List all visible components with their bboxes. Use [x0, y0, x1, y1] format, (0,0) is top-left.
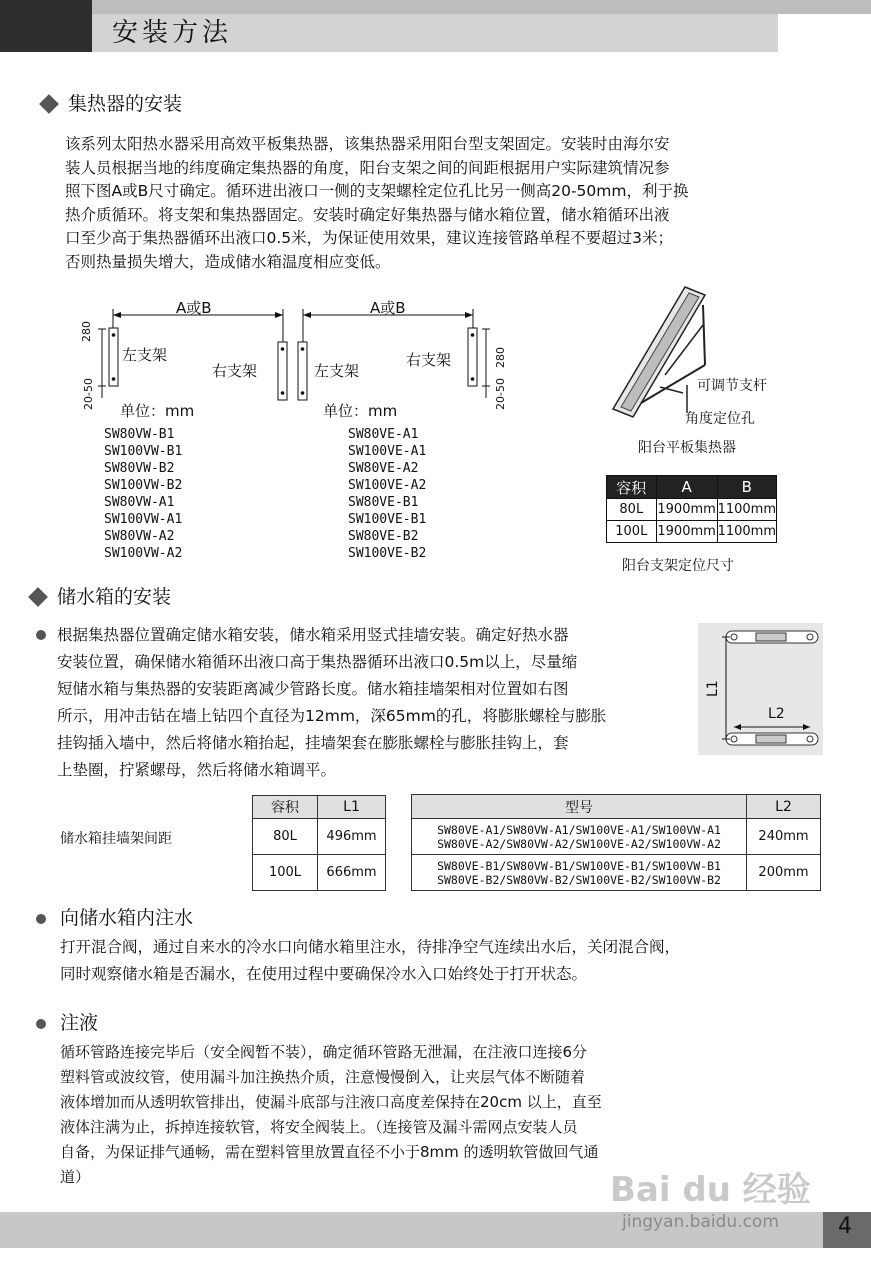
paragraph-line: 同时观察储水箱是否漏水，在使用过程中要确保冷水入口始终处于打开状态。	[60, 965, 588, 983]
table-header: L2	[747, 795, 821, 819]
paragraph-line: 打开混合阀，通过自来水的冷水口向储水箱里注水，待排净空气连续出水后，关闭混合阀，	[60, 938, 681, 956]
paragraph-line: 装人员根据当地的纬度确定集热器的角度，阳台支架之间的间距根据用户实际建筑情况参	[65, 158, 670, 177]
table-cell: 496mm	[318, 819, 386, 855]
table-header: 容积	[253, 796, 318, 819]
paragraph-line: 上垫圈，拧紧螺母，然后将储水箱调平。	[57, 761, 337, 779]
right-bracket-label: 右支架	[406, 351, 452, 369]
model-list-right	[348, 426, 426, 562]
unit-label: 单位：mm	[323, 402, 398, 420]
paragraph-line: 根据集热器位置确定储水箱安装，储水箱采用竖式挂墙安装。确定好热水器	[57, 626, 569, 644]
model-item: SW100VE-B2	[348, 546, 427, 561]
collector-caption: 阳台平板集热器	[638, 440, 736, 456]
paragraph-line: 否则热量损失增大，造成储水箱温度相应变低。	[65, 252, 391, 271]
model-group: SW80VE-B1/SW80VW-B1/SW100VE-B1/SW100VW-B1	[437, 858, 721, 873]
table-cell: 1900mm	[656, 521, 717, 543]
model-item: SW80VE-A1	[348, 427, 419, 442]
paragraph-line: 自备，为保证排气通畅，需在塑料管里放置直径不小于8mm 的透明软管做回气通	[60, 1143, 599, 1161]
diamond-icon	[28, 587, 48, 607]
table-cell: 666mm	[318, 855, 386, 891]
model-item: SW80VW-B1	[104, 427, 175, 442]
dim-offset-label: 20-50	[494, 378, 507, 410]
paragraph-line: 液体增加而从透明软管排出，使漏斗底部与注液口高度差保持在20cm 以上，直至	[60, 1093, 602, 1111]
table-row	[607, 521, 777, 543]
model-item: SW80VE-A2	[348, 461, 419, 476]
table-row	[253, 855, 386, 891]
table-cell: 100L	[607, 521, 657, 543]
bullet-icon	[36, 630, 46, 640]
model-item: SW100VE-A2	[348, 478, 427, 493]
table-cell	[412, 819, 747, 855]
model-item: SW80VW-B2	[104, 461, 175, 476]
table-row	[412, 855, 821, 891]
bullet-icon	[36, 1019, 46, 1029]
paragraph-line: 该系列太阳热水器采用高效平板集热器，该集热器采用阳台型支架固定。安装时由海尔安	[65, 135, 670, 153]
collector-illustration	[605, 285, 715, 425]
paragraph-line: 道）	[60, 1168, 91, 1186]
paragraph-line: 口至少高于集热器循环出液口0.5米，为保证使用效果，建议连接管路单程不要超过3米；	[65, 229, 674, 247]
table-header: A	[656, 476, 717, 499]
table-cell	[412, 855, 747, 891]
model-item: SW100VE-B1	[348, 512, 427, 527]
table-cell: 200mm	[747, 855, 821, 891]
model-l2-table	[411, 794, 821, 891]
section-title-collector: 集热器的安装	[68, 93, 183, 115]
dim-280-label: 280	[494, 347, 507, 368]
page-title: 安装方法	[112, 18, 233, 48]
table-header: B	[717, 476, 776, 499]
table-row	[607, 499, 777, 521]
adjustable-rod-label: 可调节支杆	[697, 378, 767, 394]
paragraph-line: 短储水箱与集热器的安装距离减少管路长度。储水箱挂墙架相对位置如右图	[57, 680, 569, 698]
model-item: SW80VW-A1	[104, 495, 175, 510]
table-cell: 1100mm	[717, 521, 776, 543]
l1-label: L1	[705, 680, 721, 697]
table-row	[412, 819, 821, 855]
dim-280-label: 280	[80, 321, 93, 342]
model-item: SW80VE-B1	[348, 495, 419, 510]
left-bracket-label: 左支架	[122, 346, 168, 364]
model-item: SW80VW-A2	[104, 529, 175, 544]
model-group: SW80VE-A1/SW80VW-A1/SW100VE-A1/SW100VW-A1	[437, 822, 721, 837]
tank-paragraph	[57, 622, 687, 784]
bullet-icon	[36, 914, 46, 924]
unit-label: 单位：mm	[120, 402, 195, 420]
right-bracket-label: 右支架	[212, 362, 258, 380]
bracket-spacing-table	[252, 795, 386, 891]
section-title-fill-water: 向储水箱内注水	[60, 907, 194, 929]
mount-size-table	[606, 475, 777, 543]
model-item: SW100VE-A1	[348, 444, 427, 459]
paragraph-line: 热介质循环。将支架和集热器固定。安装时确定好集热器与储水箱位置，储水箱循环出液	[65, 205, 670, 224]
table-cell: 240mm	[747, 819, 821, 855]
dimension-label: A或B	[370, 299, 406, 317]
model-list-left	[104, 426, 182, 562]
collector-paragraph	[65, 133, 845, 274]
model-item: SW100VW-A2	[104, 546, 183, 561]
paragraph-line: 挂钩插入墙中，然后将储水箱抬起，挂墙架套在膨胀螺栓与膨胀挂钩上，套	[57, 734, 569, 752]
model-item: SW100VW-A1	[104, 512, 183, 527]
angle-hole-label: 角度定位孔	[685, 411, 755, 427]
table-cell: 1900mm	[656, 499, 717, 521]
table-cell: 1100mm	[717, 499, 776, 521]
diamond-icon	[39, 94, 59, 114]
header-strip	[92, 0, 871, 14]
model-group: SW80VE-B2/SW80VW-B2/SW100VE-B2/SW100VW-B2	[437, 872, 721, 887]
table-cell: 100L	[253, 855, 318, 891]
paragraph-line: 所示，用冲击钻在墙上钻四个直径为12mm，深65mm的孔，将膨胀螺栓与膨胀	[57, 707, 607, 725]
page-number: 4	[838, 1214, 852, 1239]
bracket-table-label: 储水箱挂墙架间距	[60, 831, 172, 847]
l2-label: L2	[768, 706, 785, 722]
dim-offset-label: 20-50	[82, 378, 95, 410]
paragraph-line: 塑料管或波纹管，使用漏斗加注换热介质，注意慢慢倒入，让夹层气体不断随着	[60, 1068, 586, 1086]
header-accent	[0, 0, 92, 52]
model-group: SW80VE-A2/SW80VW-A2/SW100VE-A2/SW100VW-A2	[437, 836, 721, 851]
model-item: SW100VW-B2	[104, 478, 183, 493]
fill-water-paragraph	[60, 934, 860, 988]
paragraph-line: 循环管路连接完毕后（安全阀暂不装），确定循环管路无泄漏，在注液口连接6分	[60, 1043, 588, 1061]
table-header: 容积	[607, 476, 657, 499]
table-cell: 80L	[253, 819, 318, 855]
section-title-tank: 储水箱的安装	[57, 586, 172, 608]
model-item: SW100VW-B1	[104, 444, 183, 459]
section-title-fill-liquid: 注液	[60, 1012, 99, 1034]
size-table-caption: 阳台支架定位尺寸	[622, 558, 734, 574]
table-header: L1	[318, 796, 386, 819]
paragraph-line: 照下图A或B尺寸确定。循环进出液口一侧的支架螺栓定位孔比另一侧高20-50mm，利于换	[65, 182, 689, 200]
table-header: 型号	[412, 795, 747, 819]
dimension-label: A或B	[176, 299, 212, 317]
paragraph-line: 安装位置，确保储水箱循环出液口高于集热器循环出液口0.5m以上，尽量缩	[57, 653, 578, 671]
paragraph-line: 液体注满为止，拆掉连接软管，将安全阀装上。（连接管及漏斗需网点安装人员	[60, 1118, 578, 1136]
table-cell: 80L	[607, 499, 657, 521]
left-bracket-label: 左支架	[314, 362, 360, 380]
watermark-url: jingyan.baidu.com	[622, 1212, 779, 1232]
model-item: SW80VE-B2	[348, 529, 419, 544]
table-row	[253, 819, 386, 855]
baidu-watermark: Bai du 经验	[610, 1170, 811, 1210]
